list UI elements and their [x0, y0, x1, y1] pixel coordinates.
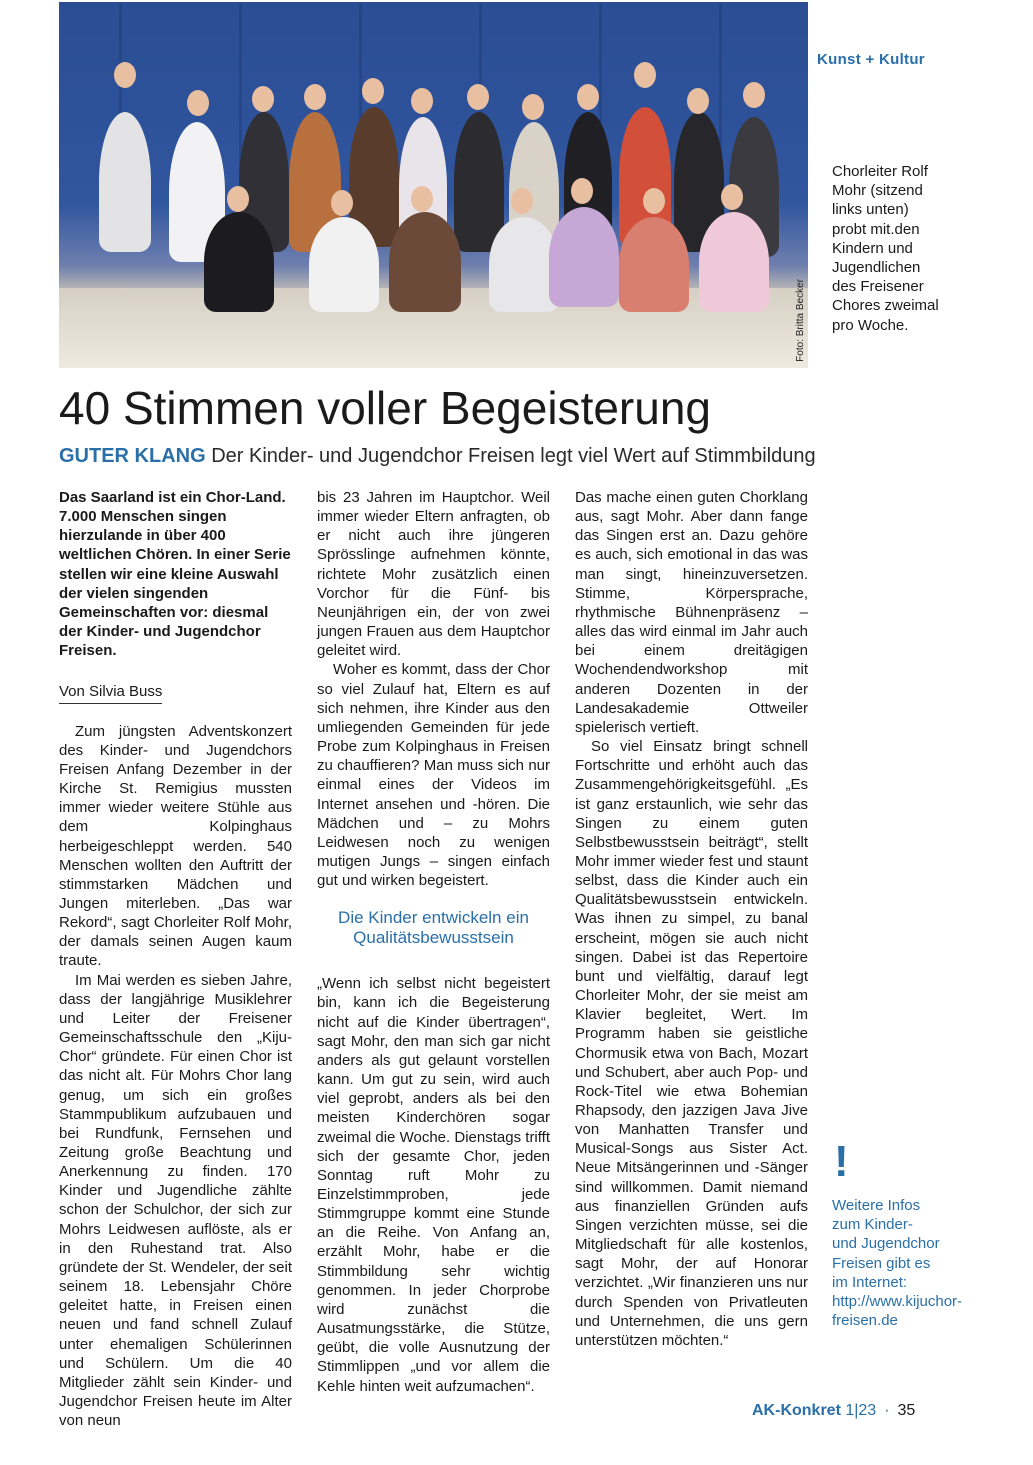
footer-separator: · — [884, 1402, 890, 1419]
article-column-2 — [317, 488, 550, 1396]
body-paragraph: bis 23 Jahren im Hauptchor. Weil immer wieder Eltern anfragten, ob er nicht auch ihre jüngeren Sprösslinge aufnehmen könnte, richtete Mohr zusätzlich einen Vorchor für die Fünf- bis Neunjährigen ein, der von zwei jungen Frauen aus dem Hauptchor geleitet wird. — [317, 489, 550, 660]
page-footer — [752, 1402, 915, 1420]
choir-group-photo — [59, 2, 808, 368]
article-lead: Das Saarland ist ein Chor-Land. 7.000 Menschen singen hierzulande in über 400 weltlichen Chören. In einer Serie stellen wir eine kleine Auswahl der vielen singenden Gemeinschaften vor: diesmal der Kinder- und Jugendchor Freisen. — [59, 489, 291, 660]
byline: Von Silvia Buss — [59, 682, 162, 703]
body-paragraph: Im Mai werden es sieben Jahre, dass der langjährige Musiklehrer und Leiter der Freisener Gemeinschaftsschule den „Kiju-Chor“ gründete. Für einen Chor ist das nicht alt. Für Mohrs Chor lang genug, um sich ein großes Stammpublikum aufzubauen und bei Rundfunk, Fernsehen und Zeitung große Beachtung und Anerkennung zu finden. 170 Kinder und Jugendliche zählte schon der Schulchor, der sich zur Mohrs Leidwesen auflöste, als er in den Ruhestand trat. Also gründete der St. Wendeler, der seit seinem 18. Lebensjahr Chöre geleitet hatte, in Freisen einen neuen und fand schnell Zulauf unter ehemaligen Schülerinnen und Schülern. Um die 40 Mitglieder zählt sein Kinder- und Jugendchor Freisen heute im Alter von neun — [59, 971, 292, 1430]
subtitle — [59, 445, 816, 468]
section-label: Kunst + Kultur — [817, 51, 925, 68]
body-paragraph: Woher es kommt, dass der Chor so viel Zulauf hat, Eltern es auf sich nehmen, ihre Kinder aus den umliegenden Gemeinden für jede Probe zum Kolpinghaus in Freisen zu chauffieren? Man muss sich nur einmal eines der Videos im Internet ansehen und -hören. Die Mädchen und – zu Mohrs Leidwesen noch zu wenigen mutigen Jungs – singen einfach gut und wirken begeistert. — [317, 661, 550, 890]
page-number: 35 — [897, 1402, 916, 1419]
exclamation-icon: ! — [834, 1137, 849, 1186]
body-paragraph: Zum jüngsten Adventskonzert des Kinder- und Jugendchors Freisen Anfang Dezember in der Kirche St. Remigius mussten immer wieder weitere Stühle aus dem Kolpinghaus herbeigeschleppt werden. 540 Menschen wollten den Auftritt der stimmstarken Mädchen und Jungen miterleben. „Das war Rekord“, sagt Chorleiter Rolf Mohr, der damals seinen Augen kaum traute. — [59, 722, 292, 970]
issue-number: 1|23 — [840, 1402, 877, 1419]
body-paragraph: Das mache einen guten Chorklang aus, sagt Mohr. Aber dann fange das Singen erst an. Dazu gehöre es auch, sich emotional in das was man singt, hineinzuversetzen. Stimme, Körpersprache, rhythmische Bühnenpräsenz – alles das wird einmal im Jahr auch bei einem dreitägigen Wochendendworkshop mit anderen Dozenten in der Landesakademie Ottweiler spielerisch vertieft. — [575, 489, 808, 736]
body-paragraph: So viel Einsatz bringt schnell Fortschritte und erhöht auch das Zusammengehörigkeitsgefühl. „Es ist ganz erstaunlich, wie sehr das Singen zu einem guten Selbstbewusstsein beiträgt“, stellt Mohr immer wieder fest und staunt selbst, dass die Kinder auch ein Qualitätsbewusstsein entwickeln. Was ihnen zu simpel, zu banal erscheint, mögen sie auch nicht singen. Dabei ist das Repertoire bunt und vielfältig, darauf legt Chorleiter Mohr, der sie meist am Klavier begleitet, Wert. Im Programm haben sie geistliche Chormusik etwa von Bach, Mozart und Schubert, aber auch Pop- und Rock-Titel wie etwa Bohemian Rhapsody, den jazzigen Java Jive von Manhatten Transfer und Musical-Songs aus Sister Act. Neue Mitsängerinnen und -Sänger sind willkommen. Damit niemand aus finanziellen Gründen aufs Singen verzichten müsse, sei die Mitgliedschaft für alle kostenlos, sagt Mohr, der auf Honorar verzichtet. „Wir finanzieren uns nur durch Spenden von Privatleuten und Unternehmen, die uns gern unterstützen möchten.“ — [575, 738, 808, 1349]
body-paragraph: „Wenn ich selbst nicht begeistert bin, kann ich die Begeisterung nicht auf die Kinder übertragen“, sagt Mohr, den man sich gar nicht anders als gut gelaunt vorstellen kann. Um gut zu sein, wird auch viel geprobt, anders als bei den meisten Kinderchören sogar zweimal die Woche. Dienstags trifft sich der gesamte Chor, jeden Sonntag ruft Mohr zu Einzelstimmproben, jede Stimmgruppe kommt eine Stunde an die Reihe. Von Anfang an, erzählt Mohr, habe er die Stimmbildung sehr wichtig genommen. In jeder Chorprobe wird zunächst die Ausatmungsstärke, die Stütze, geübt, die volle Ausnutzung der Stimmlippen „und vor allem die Kehle hinten weit aufzumachen“. — [317, 975, 550, 1395]
article-column-3 — [575, 488, 808, 1350]
subheading: Die Kinder entwickeln ein Qualitätsbewusstsein — [338, 908, 529, 948]
magazine-name: AK-Konkret — [752, 1402, 841, 1419]
photo-credit: Foto: Britta Becker — [795, 279, 806, 362]
subtitle-kicker: GUTER KLANG — [59, 445, 206, 467]
info-box-text: Weitere Infos zum Kinder- und Jugendchor Freisen gibt es im Internet: http://www.kijuchor-freisen.de — [832, 1197, 963, 1330]
photo-caption: Chorleiter Rolf Mohr (sitzend links unten) probt mit.den Kindern und Jugendlichen des Freisener Chores zweimal pro Woche. — [832, 163, 939, 334]
article-column-1 — [59, 488, 292, 1430]
headline: 40 Stimmen voller Begeisterung — [59, 382, 711, 434]
subtitle-text: Der Kinder- und Jugendchor Freisen legt viel Wert auf Stimmbildung — [205, 445, 816, 467]
